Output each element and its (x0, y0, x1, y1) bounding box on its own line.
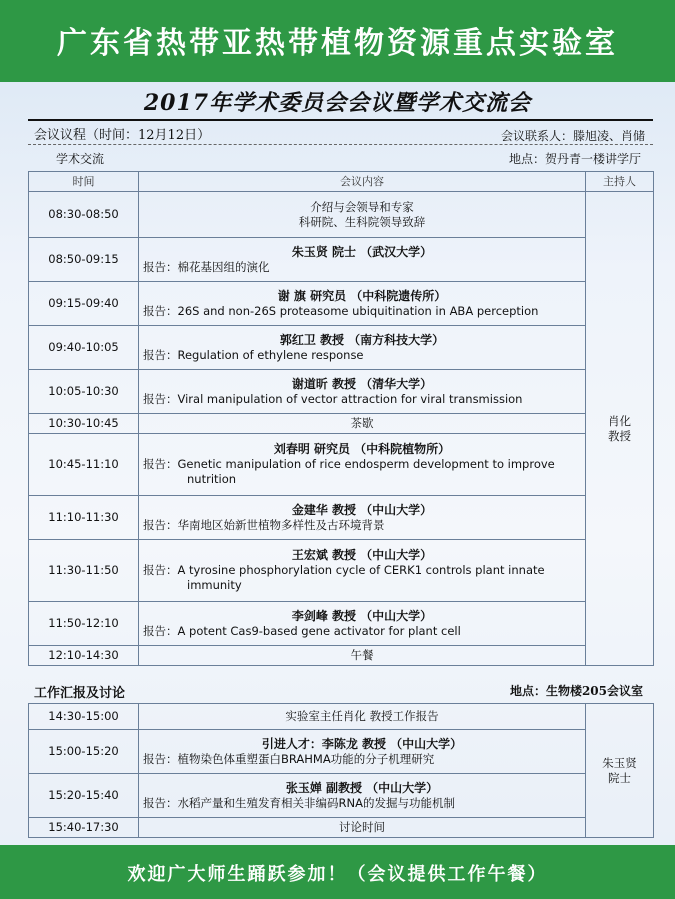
speaker: 张玉婵 副教授 （中山大学） (285, 780, 439, 795)
report: 报告：A potent Cas9-based gene activator for plant cell (143, 623, 461, 638)
row-content (139, 496, 586, 540)
table-row (29, 414, 654, 434)
table-row (29, 646, 654, 666)
table-row (29, 704, 654, 730)
table-row (29, 774, 654, 818)
row-content (139, 326, 586, 370)
table-row (29, 434, 654, 496)
table-row (29, 496, 654, 540)
row-content (139, 238, 586, 282)
schedule-table-1 (28, 171, 654, 666)
row-time: 08:50-09:15 (29, 238, 139, 282)
section2-location: 地点：生物楼205会议室 (509, 684, 643, 698)
section2-name: 工作汇报及讨论 (34, 686, 126, 701)
footer-banner (0, 845, 675, 899)
row-time: 14:30-15:00 (29, 704, 139, 730)
section1-location: 地点：贺丹青一楼讲学厅 (508, 152, 641, 166)
row-content (139, 730, 586, 774)
title-divider (28, 119, 653, 121)
speaker: 刘春明 研究员 （中科院植物所） (273, 442, 451, 456)
speaker: 郭红卫 教授 （南方科技大学） (279, 332, 445, 347)
agenda-label: 会议议程（时间：12月12日） (34, 128, 211, 143)
host-name: 肖化 (608, 413, 631, 428)
table-header-row (29, 172, 654, 192)
row-time: 11:50-12:10 (29, 602, 139, 646)
row-content (139, 370, 586, 414)
report: 报告：棉花基因组的演化 (143, 259, 270, 274)
row-time: 15:00-15:20 (29, 730, 139, 774)
row-time: 08:30-08:50 (29, 192, 139, 238)
row-content (139, 774, 586, 818)
report: 报告：Regulation of ethylene response (143, 347, 364, 362)
speaker: 谢道昕 教授 （清华大学） (291, 376, 433, 391)
report: 报告：华南地区始新世植物多样性及古环境背景 (143, 517, 385, 532)
row-time: 10:30-10:45 (29, 414, 139, 434)
table-row (29, 540, 654, 602)
lab-title: 广东省热带亚热带植物资源重点实验室 (57, 26, 618, 61)
row-content (139, 282, 586, 326)
report-cont: nutrition (187, 472, 237, 486)
row-time: 09:40-10:05 (29, 326, 139, 370)
row-content (139, 192, 586, 238)
section1-name: 学术交流 (56, 152, 105, 166)
speaker: 谢 旗 研究员 （中科院遗传所） (277, 288, 447, 303)
report: 报告：Genetic manipulation of rice endosperm development to improve (143, 457, 555, 471)
row-content (139, 540, 586, 602)
row-time: 11:30-11:50 (29, 540, 139, 602)
host-title: 教授 (608, 428, 631, 443)
host-cell-2 (586, 704, 654, 838)
row-time: 12:10-14:30 (29, 646, 139, 666)
header-banner (0, 0, 675, 82)
tea-break: 茶歇 (139, 414, 586, 434)
row-content (139, 602, 586, 646)
report-cont: immunity (187, 578, 242, 592)
header-host: 主持人 (586, 172, 654, 192)
speaker: 李剑峰 教授 （中山大学） (291, 608, 433, 623)
table-row (29, 326, 654, 370)
speaker: 王宏斌 教授 （中山大学） (291, 548, 433, 562)
table-row (29, 282, 654, 326)
host-cell-1 (586, 192, 654, 666)
discussion: 讨论时间 (139, 818, 586, 838)
row-line: 科研院、生科院领导致辞 (298, 214, 426, 229)
row-time: 15:40-17:30 (29, 818, 139, 838)
report: 报告：植物染色体重塑蛋白BRAHMA功能的分子机理研究 (143, 751, 435, 766)
section-divider (28, 144, 653, 145)
row-line: 介绍与会领导和专家 (310, 199, 414, 214)
report: 报告：Viral manipulation of vector attraction for viral transmission (143, 391, 523, 406)
speaker: 朱玉贤 院士 （武汉大学） (291, 244, 433, 259)
row-content: 实验室主任肖化 教授工作报告 (139, 704, 586, 730)
row-content (139, 434, 586, 496)
speaker: 引进人才：李陈龙 教授 （中山大学） (261, 736, 463, 751)
table-row (29, 238, 654, 282)
host-title: 院士 (608, 770, 631, 785)
header-content: 会议内容 (139, 172, 586, 192)
schedule-table-2 (28, 703, 654, 838)
meeting-title: 2017年学术委员会会议暨学术交流会 (143, 90, 532, 116)
host-name: 朱玉贤 (602, 755, 637, 770)
footer-text: 欢迎广大师生踊跃参加！（会议提供工作午餐） (127, 864, 548, 885)
row-time: 10:45-11:10 (29, 434, 139, 496)
row-time: 09:15-09:40 (29, 282, 139, 326)
contacts: 会议联系人：滕旭凌、肖储 (500, 129, 645, 143)
table-row (29, 730, 654, 774)
table-row (29, 602, 654, 646)
table-row (29, 192, 654, 238)
table-row (29, 818, 654, 838)
report: 报告：水稻产量和生殖发育相关非编码RNA的发掘与功能机制 (143, 795, 455, 810)
report: 报告：A tyrosine phosphorylation cycle of CERK1 controls plant innate (143, 563, 545, 577)
row-time: 10:05-10:30 (29, 370, 139, 414)
row-time: 11:10-11:30 (29, 496, 139, 540)
section2-bar (28, 680, 653, 700)
report: 报告：26S and non-26S proteasome ubiquitination in ABA perception (143, 303, 539, 318)
header-time: 时间 (29, 172, 139, 192)
row-time: 15:20-15:40 (29, 774, 139, 818)
speaker: 金建华 教授 （中山大学） (291, 502, 433, 517)
table-row (29, 370, 654, 414)
lunch: 午餐 (139, 646, 586, 666)
